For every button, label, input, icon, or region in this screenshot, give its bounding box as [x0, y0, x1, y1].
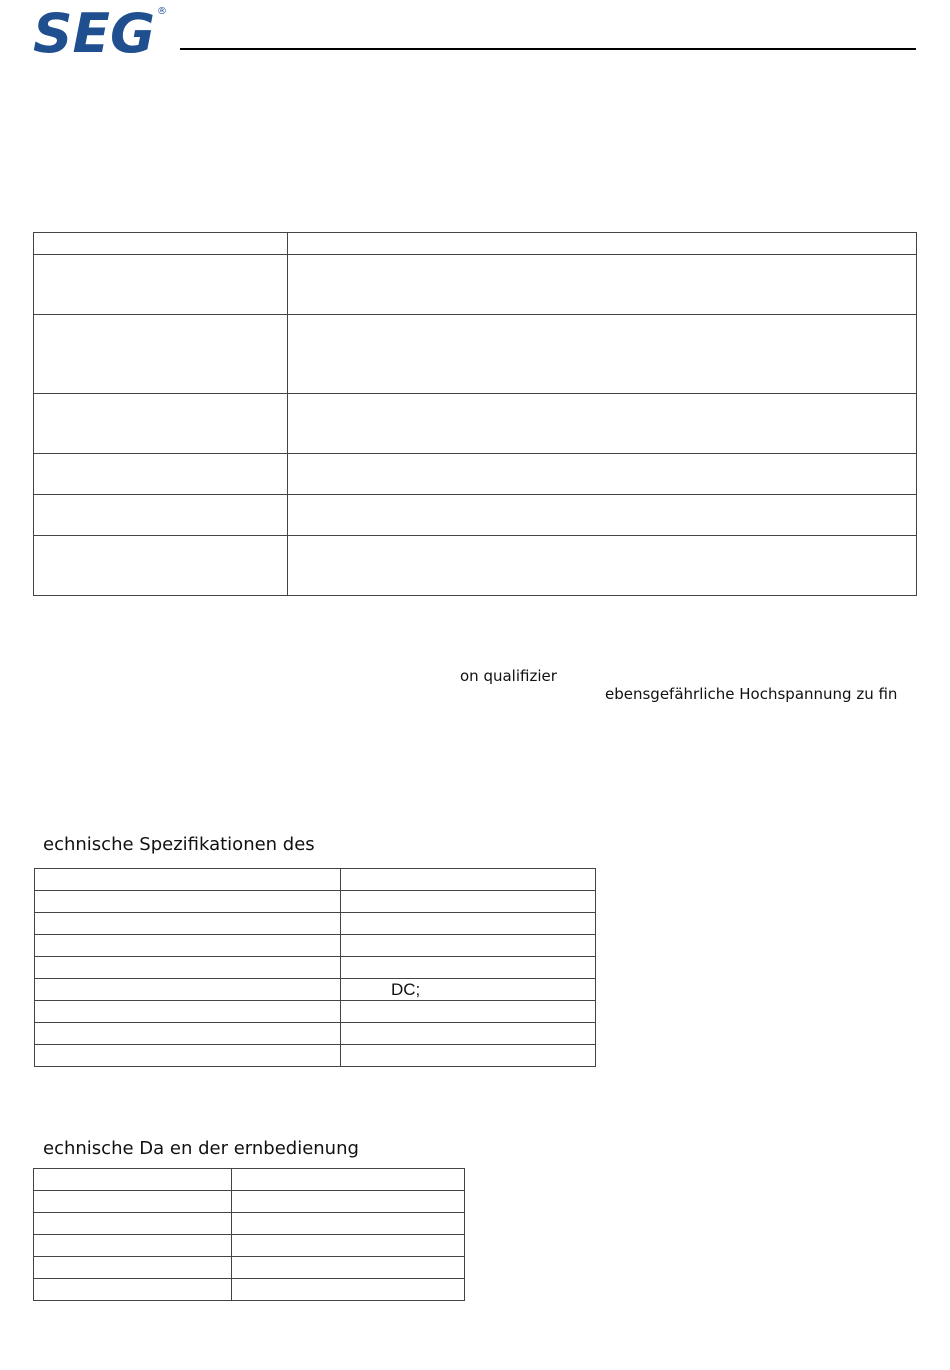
table-row — [34, 255, 917, 315]
table-cell — [288, 315, 917, 394]
table-row — [34, 233, 917, 255]
info-table — [33, 232, 917, 596]
table-cell — [341, 869, 596, 891]
table-cell — [34, 1213, 232, 1235]
table-cell — [34, 1279, 232, 1301]
remote-specs-heading: echnische Da en der ernbedienung — [43, 1138, 359, 1159]
table-row — [35, 935, 596, 957]
text-fragment-qualified: on qualifizier — [460, 667, 557, 685]
table-cell — [341, 891, 596, 913]
table-cell — [35, 1023, 341, 1045]
table-row — [35, 1045, 596, 1067]
svg-text:®: ® — [157, 6, 167, 17]
table-row — [34, 1235, 465, 1257]
table-cell — [232, 1279, 465, 1301]
table-row — [34, 1191, 465, 1213]
table-cell — [35, 1045, 341, 1067]
table-row — [34, 1257, 465, 1279]
table-row — [34, 454, 917, 495]
table-cell — [34, 454, 288, 495]
table-row — [35, 1023, 596, 1045]
table-cell — [34, 1191, 232, 1213]
table-cell — [341, 1045, 596, 1067]
header-rule — [180, 48, 916, 50]
table-cell: DC; — [341, 979, 596, 1001]
table-cell — [288, 255, 917, 315]
remote-specs-table — [33, 1168, 465, 1301]
table-row — [34, 1169, 465, 1191]
table-row — [35, 913, 596, 935]
table-row — [35, 891, 596, 913]
table-cell — [341, 935, 596, 957]
table-row — [34, 495, 917, 536]
table-cell — [288, 454, 917, 495]
table-cell — [35, 1001, 341, 1023]
table-row — [34, 315, 917, 394]
table-cell — [35, 913, 341, 935]
table-cell — [35, 935, 341, 957]
table-cell — [341, 1023, 596, 1045]
table-cell — [341, 913, 596, 935]
table-cell — [34, 1257, 232, 1279]
table-cell — [232, 1191, 465, 1213]
table-cell — [288, 233, 917, 255]
table-cell — [35, 979, 341, 1001]
table-cell — [288, 394, 917, 454]
table-cell — [232, 1235, 465, 1257]
table-row — [35, 1001, 596, 1023]
table-cell — [232, 1257, 465, 1279]
table-row — [34, 1213, 465, 1235]
table-cell — [35, 891, 341, 913]
table-cell — [34, 233, 288, 255]
table-cell — [34, 255, 288, 315]
table-row — [35, 979, 596, 1001]
table-cell — [232, 1213, 465, 1235]
table-cell — [232, 1169, 465, 1191]
table-cell — [34, 315, 288, 394]
text-fragment-high-voltage: ebensgefährliche Hochspannung zu fin — [605, 685, 898, 703]
seg-logo — [33, 2, 168, 54]
svg-text:SEG: SEG — [33, 2, 155, 54]
table-cell — [34, 1235, 232, 1257]
table-cell — [34, 1169, 232, 1191]
table-cell — [34, 495, 288, 536]
table-cell — [288, 495, 917, 536]
table-cell — [35, 957, 341, 979]
table-cell — [35, 869, 341, 891]
table-cell — [34, 536, 288, 596]
table-cell — [341, 1001, 596, 1023]
table-row — [34, 1279, 465, 1301]
table-cell — [341, 957, 596, 979]
table-row — [34, 536, 917, 596]
table-cell — [288, 536, 917, 596]
table-cell — [34, 394, 288, 454]
table-row — [35, 869, 596, 891]
specs-table — [34, 868, 596, 1067]
specs-heading: echnische Spezifikationen des — [43, 834, 315, 855]
table-row — [35, 957, 596, 979]
table-row — [34, 394, 917, 454]
